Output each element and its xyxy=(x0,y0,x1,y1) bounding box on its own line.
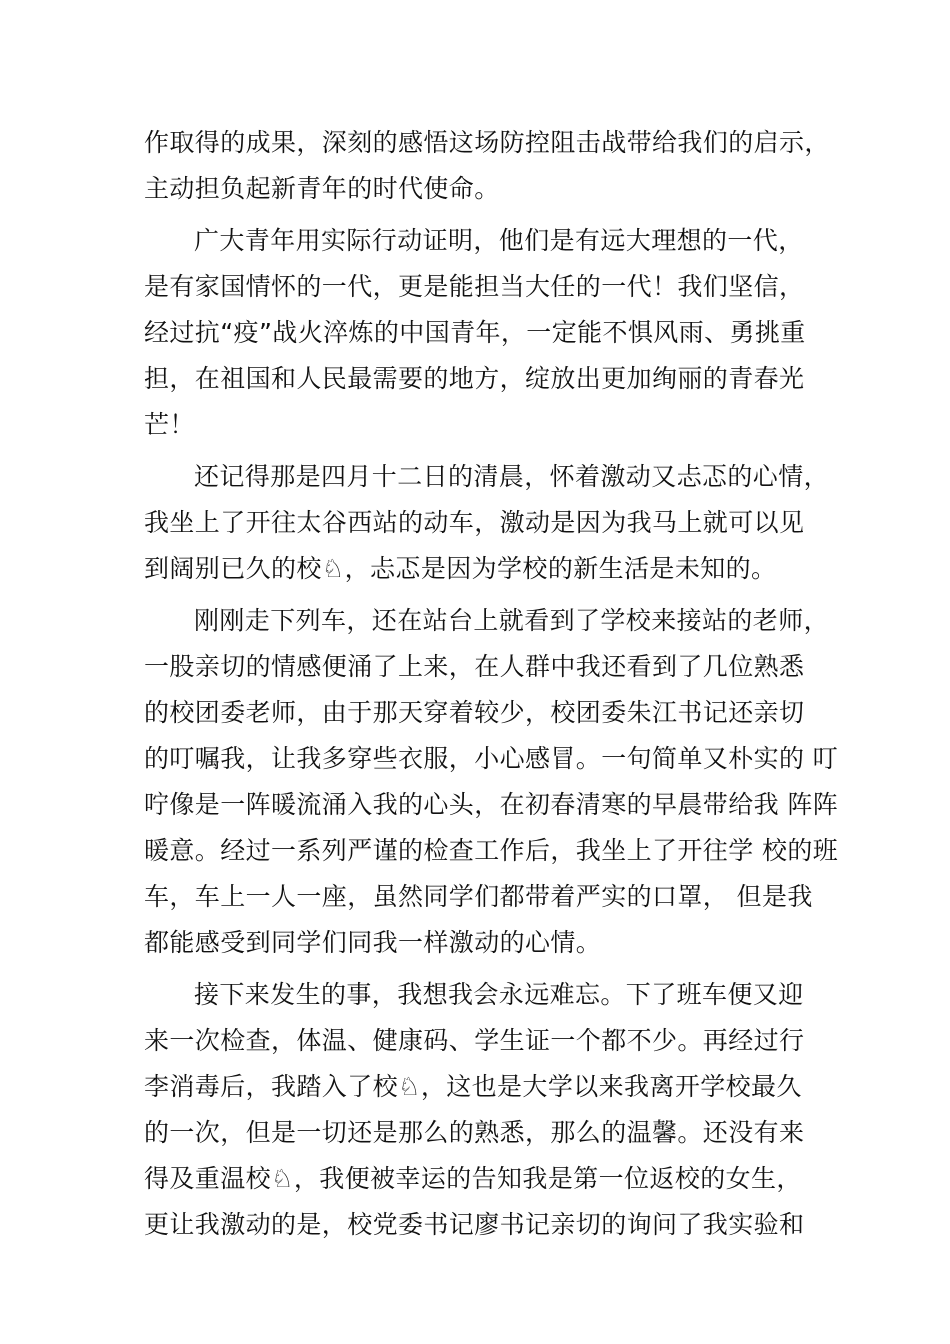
text-line: 车，车上一人一座，虽然同学们都带着严实的口罩， 但是我 xyxy=(144,882,813,911)
text-line: 暖意。经过一系列严谨的检查工作后，我坐上了开往学 校的班 xyxy=(144,836,839,865)
text-line: 我坐上了开往太谷西站的动车，激动是因为我马上就可以见 xyxy=(144,508,805,537)
document-body xyxy=(144,120,839,1254)
text-line: 是有家国情怀的一代，更是能担当大任的一代！我们坚信， xyxy=(144,272,805,301)
text-line: 接下来发生的事，我想我会永远难忘。下了班车便又迎 xyxy=(194,980,804,1009)
text-line: 咛像是一阵暖流涌入我的心头，在初春清寒的早晨带给我 阵阵 xyxy=(144,790,839,819)
text-line: 得及重温校♘，我便被幸运的告知我是第一位返校的女生， xyxy=(144,1164,802,1193)
text-line: 作取得的成果，深刻的感悟这场防控阻击战带给我们的启示， xyxy=(144,128,830,157)
paragraph xyxy=(144,972,834,1248)
text-line: 担，在祖国和人民最需要的地方，绽放出更加绚丽的青春光 xyxy=(144,364,805,393)
paragraph xyxy=(144,454,834,592)
text-line: 主动担负起新青年的时代使命。 xyxy=(144,174,500,203)
text-line: 刚刚走下列车，还在站台上就看到了学校来接站的老师， xyxy=(194,606,830,635)
text-line: 一股亲切的情感便涌了上来，在人群中我还看到了几位熟悉 xyxy=(144,652,805,681)
text-line: 更让我激动的是，校党委书记廖书记亲切的询问了我实验和 xyxy=(144,1210,805,1239)
text-line: 经过抗“疫”战火淬炼的中国青年，一定能不惧风雨、勇挑重 xyxy=(144,318,806,347)
text-line: 广大青年用实际行动证明，他们是有远大理想的一代， xyxy=(194,226,804,255)
paragraph xyxy=(144,218,834,448)
text-line: 的叮嘱我，让我多穿些衣服，小心感冒。一句简单又朴实的 叮 xyxy=(144,744,839,773)
paragraph xyxy=(144,598,839,966)
text-line: 芒！ xyxy=(144,410,195,439)
text-line: 来一次检查，体温、健康码、学生证一个都不少。再经过行 xyxy=(144,1026,805,1055)
text-line: 的校团委老师，由于那天穿着较少，校团委朱江书记还亲切 xyxy=(144,698,805,727)
text-line: 的一次，但是一切还是那么的熟悉，那么的温馨。还没有来 xyxy=(144,1118,805,1147)
text-line: 都能感受到同学们同我一样激动的心情。 xyxy=(144,928,602,957)
text-line: 李消毒后，我踏入了校♘，这也是大学以来我离开学校最久 xyxy=(144,1072,802,1101)
paragraph xyxy=(144,120,834,212)
text-line: 还记得那是四月十二日的清晨，怀着激动又忐忑的心情， xyxy=(194,462,830,491)
text-line: 到阔别已久的校♘，忐忑是因为学校的新生活是未知的。 xyxy=(144,554,777,583)
